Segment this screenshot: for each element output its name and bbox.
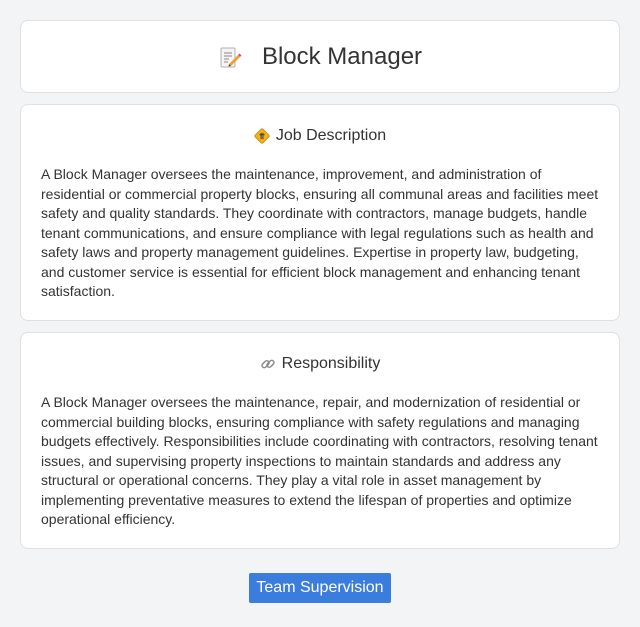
footer <box>0 573 640 603</box>
section-body: A Block Manager oversees the maintenance, improvement, and administration of residential or commercial property blocks, ensuring all communal areas and facilities meet safety and quality standards. They coordinate with contractors, manage budgets, handle tenant communications, and ensure compliance with legal regulations such as health and safety laws and property management guidelines. Expertise in property law, budgeting, and customer service is essential for efficient block management and enhancing tenant satisfaction. <box>41 166 599 299</box>
page-title: Block Manager <box>261 42 423 70</box>
title-card <box>20 20 620 93</box>
team-supervision-button[interactable]: Team Supervision <box>249 573 390 603</box>
section-title: Responsibility <box>281 355 381 372</box>
responsibility-section <box>20 332 620 549</box>
section-heading <box>41 353 599 375</box>
memo-pencil-icon <box>218 46 242 70</box>
job-description-section <box>20 104 620 321</box>
link-icon <box>260 356 276 372</box>
section-heading <box>41 125 599 147</box>
road-sign-icon <box>254 128 270 144</box>
section-body: A Block Manager oversees the maintenance, repair, and modernization of residential or commercial building blocks, ensuring compliance with safety regulations and managing budgets effectively. Responsibilities include coordinating with contractors, resolving tenant issues, and supervising property inspections to maintain standards and address any structural or operational concerns. They play a vital role in asset management by implementing preventative measures to extend the lifespan of properties and optimize operational efficiency. <box>41 394 598 527</box>
section-title: Job Description <box>275 127 387 144</box>
